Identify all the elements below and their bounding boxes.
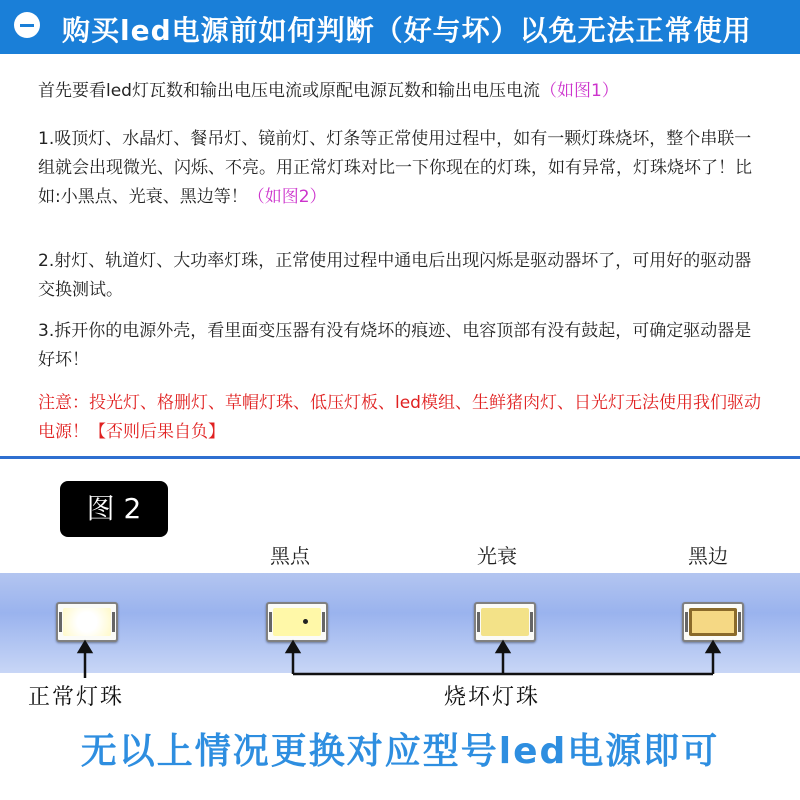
defect-label-black-dot: 黑点 bbox=[270, 544, 310, 568]
defect-label-black-edge: 黑边 bbox=[688, 544, 728, 568]
item-3-text: 3.拆开你的电源外壳，看里面变压器有没有烧坏的痕迹、电容顶部有没有鼓起，可确定驱动器是好坏！ bbox=[38, 321, 752, 370]
header-banner bbox=[0, 0, 800, 54]
figure1-reference: （如图1） bbox=[539, 81, 619, 101]
minus-circle-icon bbox=[14, 12, 40, 38]
burnt-led-label: 烧坏灯珠 bbox=[444, 685, 541, 710]
normal-led-label: 正常灯珠 bbox=[28, 685, 125, 710]
item-2-paragraph bbox=[38, 247, 768, 305]
footer-banner-text: 无以上情况更换对应型号led电源即可 bbox=[80, 731, 720, 772]
item-1-text: 1.吸顶灯、水晶灯、餐吊灯、镜前灯、灯条等正常使用过程中，如有一颗灯珠烧坏，整个串联一组就会出现微光、闪烁、不亮。用正常灯珠对比一下你现在的灯珠，如有异常，灯珠烧坏了！比如:小黑点、光衰、黑边等！ bbox=[38, 129, 752, 207]
intro-text: 首先要看led灯瓦数和输出电压电流或原配电源瓦数和输出电压电流 bbox=[38, 81, 540, 101]
item-2-text: 2.射灯、轨道灯、大功率灯珠，正常使用过程中通电后出现闪烁是驱动器坏了，可用好的驱动器交换测试。 bbox=[38, 251, 752, 300]
section-divider bbox=[0, 456, 800, 459]
notice-paragraph bbox=[38, 389, 768, 447]
intro-paragraph bbox=[38, 77, 768, 106]
figure2-reference: （如图2） bbox=[247, 187, 327, 207]
item-1-paragraph bbox=[38, 125, 768, 212]
page-title: 购买led电源前如何判断（好与坏）以免无法正常使用 bbox=[62, 14, 752, 47]
figure-label: 图 2 bbox=[60, 481, 168, 537]
notice-text: 注意：投光灯、格删灯、草帽灯珠、低压灯板、led模组、生鲜猪肉灯、日光灯无法使用我们驱动电源！【否则后果自负】 bbox=[38, 393, 761, 442]
item-3-paragraph bbox=[38, 317, 768, 375]
defect-label-light-decay: 光衰 bbox=[477, 544, 517, 568]
